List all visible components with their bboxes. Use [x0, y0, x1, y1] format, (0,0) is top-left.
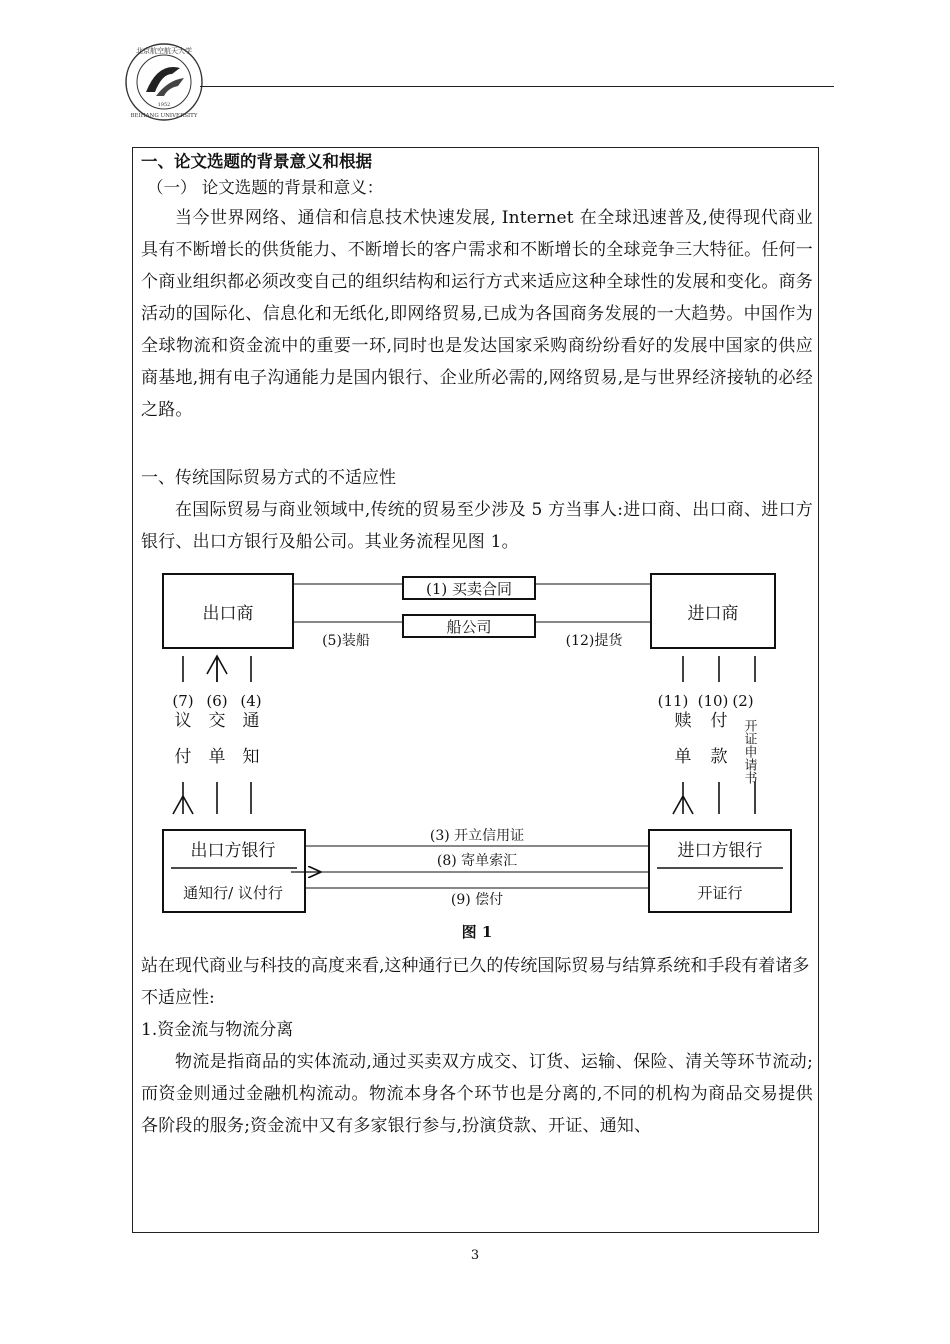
right-num-10: (10) — [697, 692, 729, 710]
ship-label: (5)装船 — [322, 633, 370, 649]
export-bank-sub: 通知行/ 议付行 — [183, 884, 283, 902]
logo-year: 1952 — [157, 102, 171, 108]
sub-title: 一、传统国际贸易方式的不适应性 — [141, 468, 396, 488]
shipping-company-label: 船公司 — [446, 618, 492, 636]
section-subheading: （一） 论文选题的背景和意义： — [147, 178, 384, 197]
page-number: 3 — [470, 1248, 480, 1263]
right-char-top-2: 付 — [710, 711, 728, 731]
left-num-6: (6) — [206, 692, 228, 710]
trade-paragraph: 在国际贸易与商业领域中,传统的贸易至少涉及 5 方当事人:进口商、出口商、进口方银行、出口方银行及船公司。其业务流程见图 1。 — [141, 500, 813, 552]
right-num-2: (2) — [732, 692, 754, 710]
right-char-top-1: 赎 — [674, 711, 692, 731]
left-num-4: (4) — [240, 692, 262, 710]
section-heading: 一、论文选题的背景意义和根据 — [141, 152, 372, 171]
point-title: 1.资金流与物流分离 — [141, 1020, 294, 1040]
importer-label: 进口商 — [687, 604, 739, 624]
right-vertical-label: 开证申请书 — [741, 719, 757, 784]
content-frame — [132, 147, 819, 1233]
right-num-11: (11) — [657, 692, 689, 710]
content-body — [141, 150, 813, 1142]
pickup-label: (12)提货 — [565, 633, 623, 649]
logo-text-bottom: BEIHANG UNIVERSITY — [130, 113, 198, 119]
import-bank-label: 进口方银行 — [677, 841, 763, 861]
trade-flow-figure — [141, 564, 813, 914]
contract-label: (1) 买卖合同 — [425, 580, 513, 598]
left-char-top-3: 通 — [242, 711, 260, 731]
header-rule — [200, 86, 834, 87]
flow-9-label: (9) 偿付 — [450, 892, 504, 908]
flow-8-label: (8) 寄单索汇 — [436, 853, 518, 869]
left-char-bottom-2: 单 — [208, 747, 226, 767]
left-char-top-1: 议 — [174, 711, 192, 731]
university-logo — [122, 40, 206, 124]
right-char-bottom-2: 款 — [710, 747, 728, 767]
import-bank-sub: 开证行 — [697, 884, 743, 902]
figure-caption: 图 1 — [461, 923, 493, 941]
flow-3-label: (3) 开立信用证 — [429, 828, 525, 844]
left-char-top-2: 交 — [208, 711, 226, 731]
point-paragraph: 物流是指商品的实体流动,通过买卖双方成交、订货、运输、保险、清关等环节流动;而资金则通过金融机构流动。物流本身各个环节也是分离的,不同的机构为商品交易提供各阶段的服务;资金流中又有多家银行参与,扮演贷款、开证、通知、 — [141, 1052, 813, 1136]
exporter-label: 出口商 — [202, 604, 254, 624]
logo-text-top: 北京航空航天大学 — [136, 47, 192, 55]
left-num-7: (7) — [172, 692, 194, 710]
export-bank-label: 出口方银行 — [190, 841, 276, 861]
left-char-bottom-1: 付 — [174, 747, 192, 767]
after-figure-paragraph: 站在现代商业与科技的高度来看,这种通行已久的传统国际贸易与结算系统和手段有着诸多不适应性: — [141, 956, 810, 1008]
intro-paragraph: 当今世界网络、通信和信息技术快速发展, Internet 在全球迅速普及,使得现代商业具有不断增长的供货能力、不断增长的客户需求和不断增长的全球竞争三大特征。任何一个商业组织都必须改变自己的组织结构和运行方式来适应这种全球性的发展和变化。商务活动的国际化、信息化和无纸化,即网络贸易,已成为各国商务发展的一大趋势。中国作为全球物流和资金流中的重要一环,同时也是发达国家采购商纷纷看好的发展中国家的供应商基地,拥有电子沟通能力是国内银行、企业所必需的,网络贸易,是与世界经济接轨的必经之路。 — [141, 208, 813, 420]
left-char-bottom-3: 知 — [242, 747, 260, 767]
right-char-bottom-1: 单 — [674, 747, 692, 767]
